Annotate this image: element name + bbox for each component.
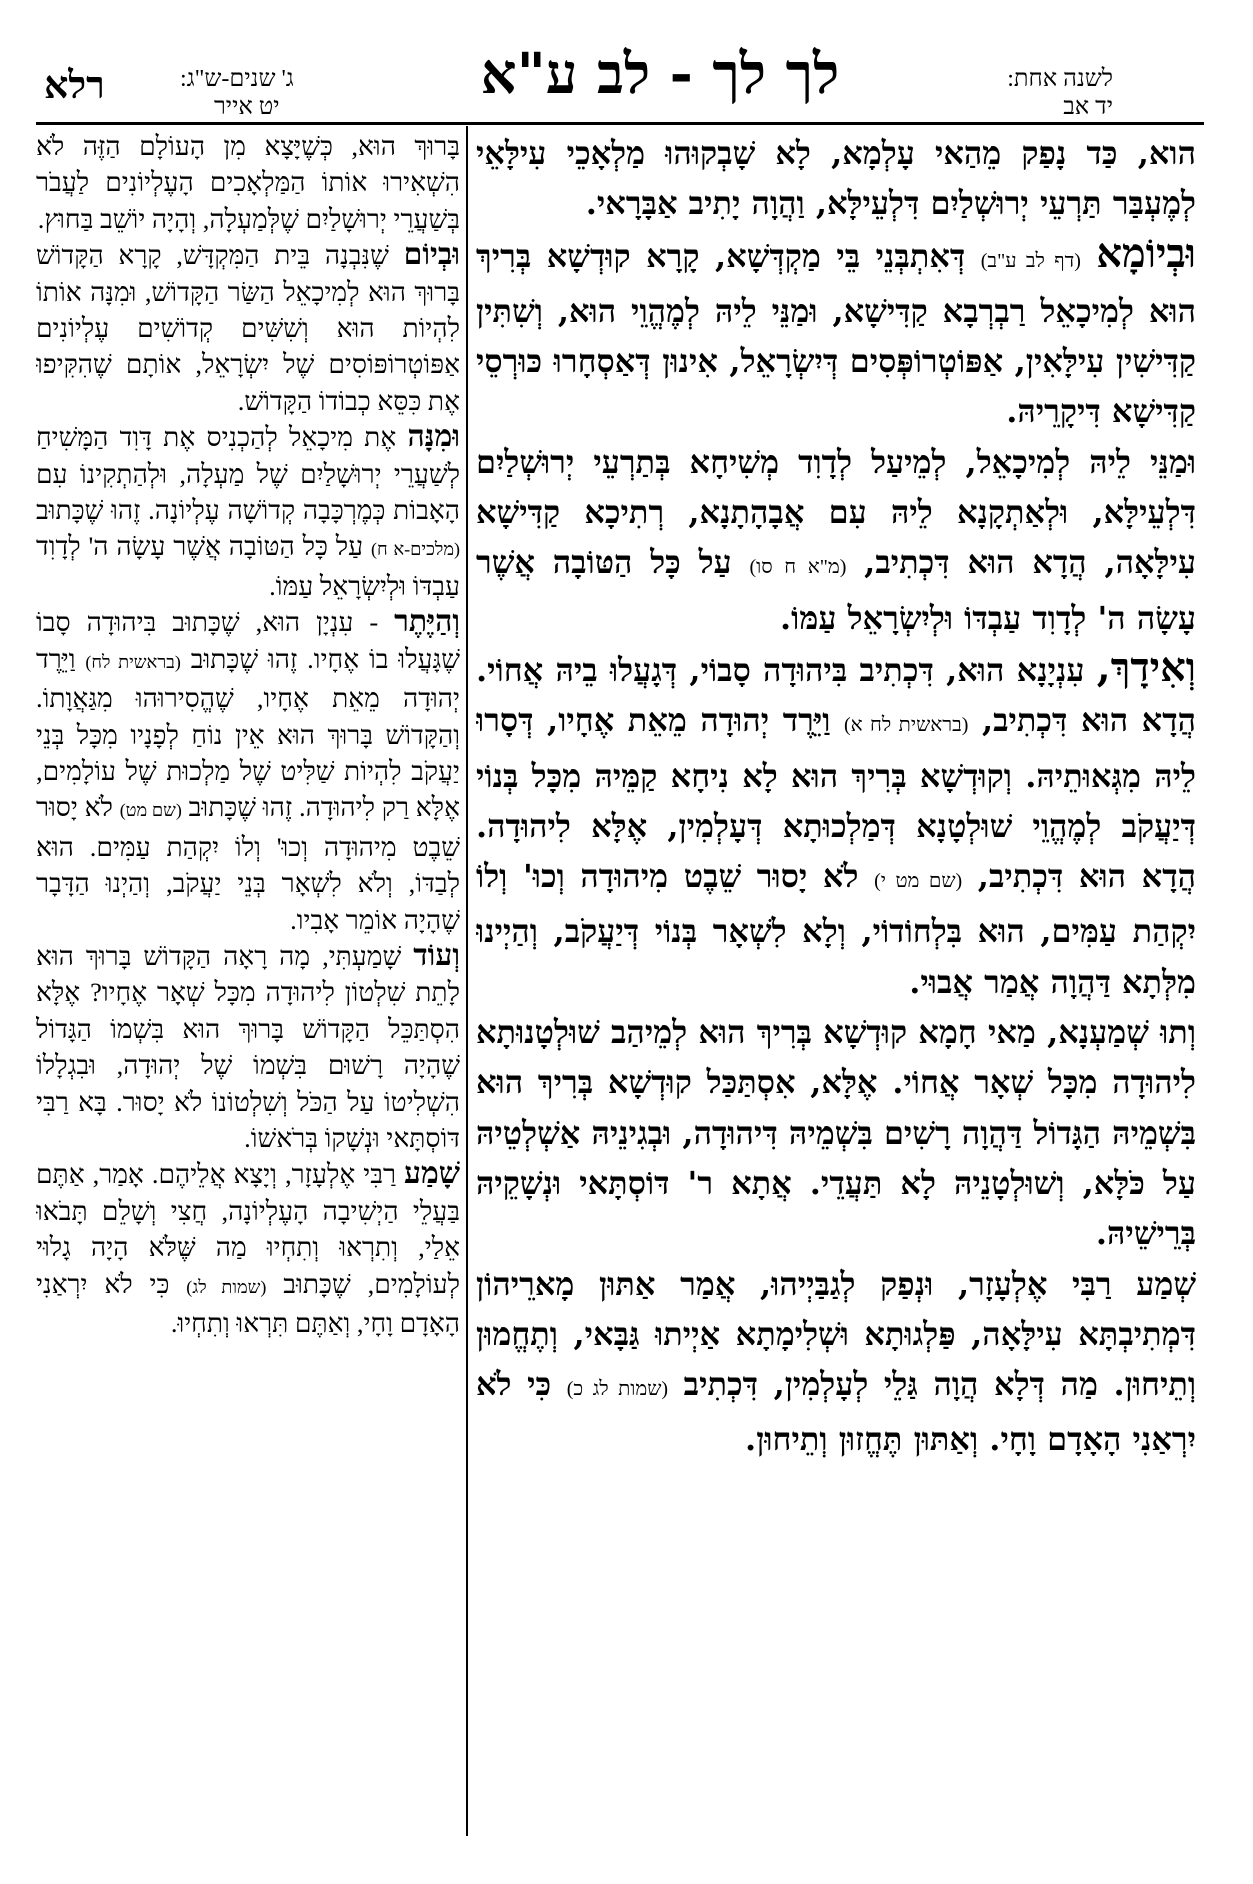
main-text: וְתוּ שְׁמַעְנָא, מַאי חָמָא קוּדְשָׁא בְּרִיךְ הוּא לְמֵיהַב שׁוּלְטָנוּתָא לִיהוּדָה מִכָּל שְׁאָר אֲחוֹי. אֶלָּא, אִסְתַּכַּל קוּדְשָׁא בְּרִיךְ הוּא בִּשְׁמֵיהּ הַגָּדוֹל דַּהֲוָה רָשִׁים בִּשְׁמֵיהּ דִּיהוּדָה, וּבְגִינֵיהּ אַשְׁלְטֵיהּ עַל כֹּלָּא, וְשׁוּלְטָנֵיהּ לָא תַּעֲדֵי. אֲתָא ר' דּוֹסְתָּאי וּנְשָׁקֵיהּ בְּרֵישֵׁיהּ. (476, 1013, 1196, 1253)
side-paragraph-1 (36, 128, 460, 237)
main-text: עִנְיָנָא הוּא, דִּכְתִיב בִּיהוּדָה סָבוֹי, דְּגָעֲלוּ בֵיהּ אֲחוֹי. הֲדָא הוּא דִּכְתִיב, (476, 650, 1196, 740)
side-paragraph-4 (36, 604, 460, 938)
main-column (476, 128, 1196, 1838)
side-text: אֶת מִיכָאֵל לְהַכְנִיס אֶת דָּוִד הַמָּשִׁיחַ לְשַׁעֲרֵי יְרוּשָׁלַיִם שֶׁל מַעְלָה, וּלְהַתְקִינוֹ עִם הָאָבוֹת כְּמֶרְכָּבָה קְדוֹשָׁה עֶלְיוֹנָה. זֶהוּ שֶׁכָּתוּב (36, 422, 460, 526)
side-text: בָּרוּךְ הוּא, כְּשֶׁיָּצָא מִן הָעוֹלָם הַזֶּה לֹא הִשְׁאִירוּ אוֹתוֹ הַמַּלְאָכִים הָעֶלְיוֹנִים לַעֲבֹר בְּשַׁעֲרֵי יְרוּשָׁלַיִם שֶׁלְּמַעְלָה, וְהָיָה יוֹשֵׁב בַּחוּץ. (36, 131, 460, 234)
paragraph-lead-word: וְאִידָךְ, (1096, 643, 1196, 691)
translation-column (36, 128, 460, 1838)
main-paragraph-5 (476, 1007, 1196, 1258)
paragraph-lead-word: וְעוֹד (413, 938, 460, 972)
side-paragraph-6 (36, 1156, 460, 1341)
source-reference: (מלכים-א ח) (371, 539, 460, 560)
side-paragraph-3 (36, 419, 460, 604)
column-divider (466, 126, 468, 1836)
header-right-date: יד אב (1063, 94, 1113, 120)
main-text: לֹא יָסוּר שֵׁבֶט מִיהוּדָה וְכוּ' וְלוֹ יִקְהַת עַמִּים, הוּא בִּלְחוֹדוֹי, וְלָא לִשְׁאָר בְּנוֹי דְּיַעֲקֹב, וְהַיְינוּ מִלְּתָא דַּהֲוָה אֲמַר אֲבוּי. (476, 857, 1196, 1001)
source-reference: (שם מט) (119, 800, 182, 821)
source-reference: (שמות לג) (186, 1276, 267, 1297)
source-reference: (בראשית לח) (85, 651, 181, 672)
side-text: - עִנְיָן הוּא, שֶׁכָּתוּב בִּיהוּדָה סָבוֹ שֶׁגָּעֲלוּ בוֹ אֶחָיו. זֶהוּ שֶׁכָּתוּב (36, 607, 460, 674)
header-right-schedule: לשנה אחת: (1007, 66, 1113, 92)
paragraph-lead-word: וּמִנָּה (407, 420, 460, 454)
source-reference: (שמות לג כ) (566, 1378, 669, 1401)
paragraph-lead-word: וְהַיֶּתֶר (394, 605, 460, 639)
source-reference: (מ"א ח סו) (749, 556, 847, 579)
side-text: לֹא יָסוּר שֵׁבֶט מִיהוּדָה וְכוּ' וְלוֹ יִקְהַת עַמִּים. הוּא לְבַדּוֹ, וְלֹא לִשְׁאָר בְּנֵי יַעֲקֹב, וְהַיְנוּ הַדָּבָר שֶׁהָיָה אוֹמֵר אָבִיו. (36, 792, 460, 935)
paragraph-lead-word: וּבְיוֹמָא (1096, 229, 1196, 277)
side-text: עַל כָּל הַטּוֹבָה אֲשֶׁר עָשָׂה ה' לְדָוִד עַבְדּוֹ וּלְיִשְׂרָאֵל עַמּוֹ. (36, 531, 460, 601)
paragraph-lead-word: שָׁמַע (403, 1157, 460, 1191)
main-text: הוא, כַּד נָפַק מֵהַאי עָלְמָא, לָא שָׁבְקוּהוּ מַלְאָכֵי עִילָּאֵי לְמֶעְבַּר תַּרְעֵי יְרוּשְׁלַיִם דִּלְעֵילָּא, וַהֲוָה יָתִיב אַבָּרָאי. (476, 134, 1196, 223)
header-left-date: יט אייר (214, 94, 280, 120)
main-paragraph-2 (476, 229, 1196, 437)
main-paragraph-3 (476, 437, 1196, 643)
source-reference: (שם מט י) (874, 870, 963, 893)
header-rule (36, 122, 1204, 125)
page-number: רלא (44, 62, 105, 107)
header-left-schedule: ג' שנים-ש"ג: (180, 66, 294, 92)
main-text: וּמַנֵּי לֵיהּ לְמִיכָאֵל, לְמֵיעַל לְדָוִד מְשִׁיחָא בְּתַרְעֵי יְרוּשְׁלַיִם דִּלְעֵילָּא, וּלְאַתְקָנָא לֵיהּ עִם אֲבָהָתָנָא, רְתִיכָא קַדִּישָׁא עִילָּאָה, הֲדָא הוּא דִּכְתִיב, (476, 442, 1196, 582)
main-text: שְׁמַע רַבִּי אֶלְעָזָר, וּנְפַק לְגַבַּיְיהוּ, אֲמַר אַתּוּן מָארֵיהוֹן דִּמְתִיבְתָּא עִילָּאָה, פַּלְגוּתָא וּשְׁלִימָתָא אַיְיתוּ גַּבָּאי, וְתֶחֱמוּן וְתֵיחוּן. מַה דְּלָא הֲוָה גַּלֵי לְעָלְמִין, דִּכְתִיב (476, 1264, 1196, 1404)
main-paragraph-1 (476, 128, 1196, 229)
main-text: עַל כָּל הַטּוֹבָה אֲשֶׁר עָשָׂה ה' לְדָוִד עַבְדּוֹ וּלְיִשְׂרָאֵל עַמּוֹ. (476, 543, 1196, 637)
main-paragraph-4 (476, 643, 1196, 1007)
source-reference: (בראשית לח א) (843, 714, 969, 737)
side-text: רַבִּי אֶלְעָזָר, וְיָצָא אֲלֵיהֶם. אָמַר, אַתֶּם בַּעֲלֵי הַיְשִׁיבָה הָעֶלְיוֹנָה, חֲצִי וְשָׁלֵם תָּבֹאוּ אֵלַי, וְתִרְאוּ וְתִחְיוּ מַה שֶּׁלֹּא הָיָה גָלוּי לְעוֹלָמִים, שֶׁכָּתוּב (36, 1159, 460, 1299)
paragraph-lead-word: וּבְיוֹם (403, 238, 460, 272)
main-text: כִּי לֹא יִרְאַנִי הָאָדָם וָחָי. וְאַתּוּן תֶּחֱזוּן וְתֵיחוּן. (476, 1365, 1196, 1459)
side-text: שֶׁנִּבְנָה בֵּית הַמִּקְדָּשׁ, קָרָא הַקָּדוֹשׁ בָּרוּךְ הוּא לְמִיכָאֵל הַשַּׂר הַקָּדוֹשׁ, וּמִנָּה אוֹתוֹ לִהְיוֹת הוּא וְשִׁשִּׁים קְדוֹשִׁים עֶלְיוֹנִים אַפּוֹטְרוֹפּוֹסִים שֶׁל יִשְׂרָאֵל, אוֹתָם שֶׁהִקִּיפוּ אֶת כִּסֵּא כְבוֹדוֹ הַקָּדוֹשׁ. (36, 240, 460, 416)
side-text: וַיֵּרֶד יְהוּדָה מֵאֵת אֶחָיו, שֶׁהֱסִירוּהוּ מִגַּאֲוָתוֹ. וְהַקָּדוֹשׁ בָּרוּךְ הוּא אֵין נוֹחַ לְפָנָיו מִכָּל בְּנֵי יַעֲקֹב לִהְיוֹת שַׁלִּיט שֶׁל מַלְכוּת שֶׁל עוֹלָמִים, אֶלָּא רַק לִיהוּדָה. זֶהוּ שֶׁכָּתוּב (36, 643, 460, 823)
side-paragraph-2 (36, 237, 460, 419)
main-text: וַיֵּרֶד יְהוּדָה מֵאֵת אֶחָיו, דְּסָרוּ לֵיהּ מִגְּאוּתֵיהּ. וְקוּדְשָׁא בְּרִיךְ הוּא לָא נִיחָא קַמֵּיהּ מִכָּל בְּנוֹי דְּיַעֲקֹב לְמֶהֱוֵי שׁוּלְטָנָא דְּמַלְכוּתָא דְּעָלְמִין, אֶלָּא לִיהוּדָה. הֲדָא הוּא דִּכְתִיב, (476, 701, 1196, 896)
source-reference: (דף לב ע"ב) (980, 249, 1081, 272)
side-text: כִּי לֹא יִרְאַנִי הָאָדָם וָחָי, וְאַתֶּם תִּרְאוּ וְתִחְיוּ. (36, 1268, 460, 1338)
page-title: לך לך - לב ע"א (480, 41, 840, 107)
side-paragraph-5 (36, 938, 460, 1156)
main-paragraph-6 (476, 1259, 1196, 1465)
side-text: שָׁמַעְתִּי, מָה רָאָה הַקָּדוֹשׁ בָּרוּךְ הוּא לָתֵת שִׁלְטוֹן לִיהוּדָה מִכָּל שְׁאָר אֶחָיו? אֶלָּא הִסְתַּכֵּל הַקָּדוֹשׁ בָּרוּךְ הוּא בִּשְׁמוֹ הַגָּדוֹל שֶׁהָיָה רָשׁוּם בִּשְׁמוֹ שֶׁל יְהוּדָה, וּבִגְלָלוֹ הִשְׁלִיטוֹ עַל הַכֹּל וְשִׁלְטוֹנוֹ לֹא יָסוּר. בָּא רַבִּי דּוֹסְתָּאי וּנְשָׁקוֹ בְּרֹאשׁוֹ. (36, 940, 460, 1153)
main-text: דְּאִתְבְּנֵי בֵּי מַקְדְּשָׁא, קָרָא קוּדְשָׁא בְּרִיךְ הוּא לְמִיכָאֵל רַבְרְבָא קַדִּישָׁא, וּמַנֵּי לֵיהּ לְמֶהֱוֵי הוּא, וְשִׁתִּין קַדִּישִׁין עִילָּאִין, אַפּוֹטְרוֹפְּסִים דְּיִשְׂרָאֵל, אִינוּן דְּאַסְחָרוּ כּוּרְסֵי קַדִּישָׁא דִּיקָרֵיהּ. (476, 236, 1196, 431)
